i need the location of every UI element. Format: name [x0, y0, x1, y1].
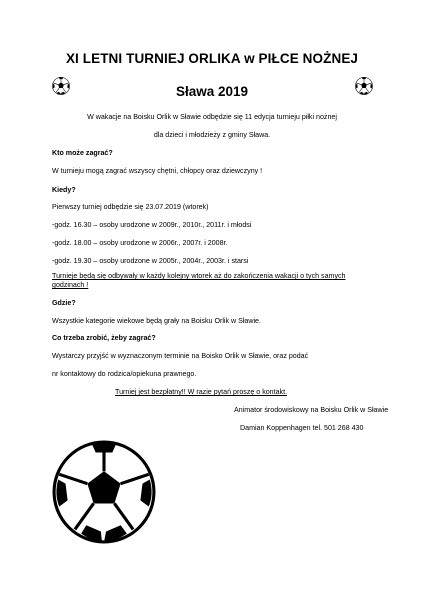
how-heading: Co trzeba zrobić, żeby zagrać? [52, 334, 156, 342]
when-slot-1: -godz. 16.30 – osoby urodzone w 2009r., 2010r., 2011r. i młodsi [52, 221, 252, 229]
signature-role: Animator środowiskowy na Boisku Orlik w Sławie [234, 406, 389, 414]
intro-line-2: dla dzieci i młodzieży z gminy Sława. [153, 131, 271, 139]
when-heading: Kiedy? [52, 186, 76, 194]
when-note: Turnieje będą się odbywały w każdy kolejny wtorek aż do zakończenia wakacji o tych samych godzinach ! [52, 272, 346, 289]
how-line-1: Wystarczy przyjść w wyznaczonym terminie na Boisko Orlik w Sławie, oraz podać [52, 352, 309, 360]
how-line-2: nr kontaktowy do rodzica/opiekuna prawnego. [52, 370, 197, 378]
free-note: Turniej jest bezpłatny!! W razie pytań proszę o kontakt. [115, 388, 288, 396]
when-slot-3: -godz. 19.30 – osoby urodzone w 2005r., 2004r., 2003r. i starsi [52, 257, 249, 265]
who-heading: Kto może zagrać? [52, 149, 113, 157]
who-text: W turnieju mogą zagrać wszyscy chętni, chłopcy oraz dziewczyny ! [52, 167, 263, 175]
page-title: XI LETNI TURNIEJ ORLIKA w PIŁCE NOŻNEJ [65, 51, 359, 66]
page-subtitle: Sława 2019 [175, 84, 249, 99]
intro-line-1: W wakacje na Boisku Orlik w Sławie odbędzie się 11 edycja turnieju piłki nożnej [87, 113, 337, 121]
when-slot-2: -godz. 18.00 – osoby urodzone w 2006r., 2007r. i 2008r. [52, 239, 228, 247]
soccer-ball-icon [52, 440, 156, 544]
when-first: Pierwszy turniej odbędzie się 23.07.2019 (wtorek) [52, 203, 209, 211]
where-heading: Gdzie? [52, 299, 76, 307]
where-text: Wszystkie kategorie wiekowe będą grały na Boisku Orlik w Sławie. [52, 317, 261, 325]
signature-contact: Damian Koppenhagen tel. 501 268 430 [240, 424, 364, 432]
